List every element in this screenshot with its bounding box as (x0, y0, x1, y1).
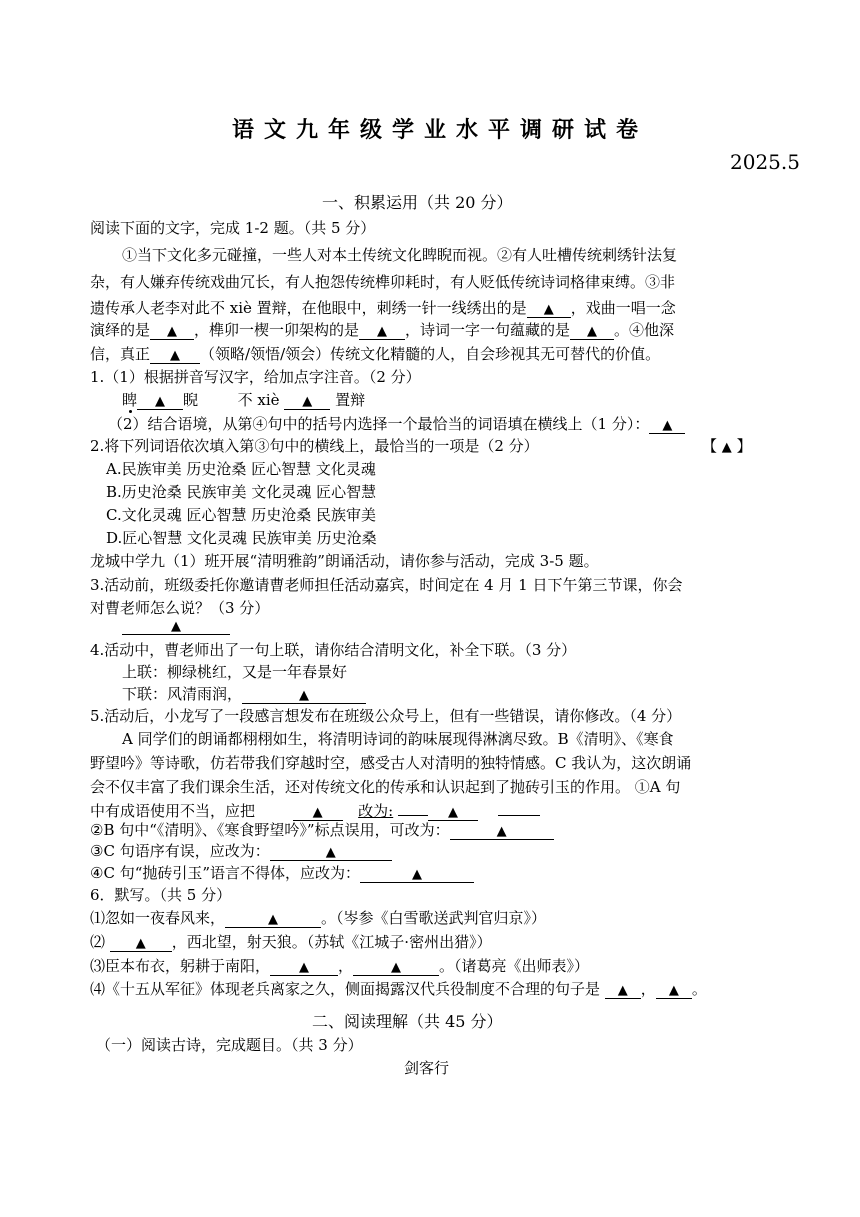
word-part: 置辩 (335, 391, 366, 409)
passage-text: 遗传承人老李对此不 xiè 置辩，在他眼中，刺绣一针一线绣出的是 (90, 299, 527, 317)
question-1-2 (108, 414, 685, 434)
passage-text: ，榫卯一楔一卯架构的是 (194, 321, 360, 339)
item-text: 中有成语使用不当，应把 (90, 802, 256, 820)
answer-blank[interactable] (110, 934, 172, 952)
answer-blank[interactable] (353, 958, 439, 976)
couplet-upper: 上联：柳绿桃红，又是一年春景好 (122, 663, 348, 681)
activity-intro: 龙城中学九（1）班开展“清明雅韵”朗诵活动，请你参与活动，完成 3-5 题。 (90, 552, 599, 570)
q6-item-3 (90, 956, 589, 976)
answer-marker: ▲ (412, 867, 423, 882)
passage-text: ，戏曲一唱一念 (570, 299, 676, 317)
item-text: 。（诸葛亮《出师表》） (439, 957, 590, 975)
couplet-text: 下联：风清雨润， (122, 685, 243, 703)
answer-blank[interactable] (270, 843, 392, 861)
question-6: 6．默写。（共 5 分） (90, 886, 232, 904)
exam-title: 语文九年级学业水平调研试卷 (232, 117, 649, 143)
q3-answer-line[interactable] (122, 615, 230, 635)
section2-heading: 二、阅读理解（共 45 分） (312, 1012, 503, 1031)
question-1: 1.（1）根据拼音写汉字，给加点字注音。（2 分） (90, 368, 421, 386)
answer-marker: ▲ (377, 324, 388, 339)
option-d: D.匠心智慧 文化灵魂 民族审美 历史沧桑 (106, 529, 377, 547)
couplet-lower (122, 684, 366, 704)
answer-marker: ▲ (325, 845, 336, 860)
answer-blank[interactable] (150, 322, 194, 340)
option-a: A.民族审美 历史沧桑 匠心智慧 文化灵魂 (106, 460, 376, 478)
item-text: ⑷《十五从军征》体现老兵离家之久，侧面揭露汉代兵役制度不合理的句子是 (90, 980, 601, 998)
answer-blank[interactable] (225, 910, 321, 928)
item-text: ⑵ (90, 933, 106, 951)
item-text: 。 (691, 980, 707, 998)
item-text: 。（岑参《白雪歌送武判官归京》） (321, 909, 547, 927)
section2-sub1: （一）阅读古诗，完成题目。（共 3 分） (96, 1036, 363, 1054)
item-text: 改为: (358, 802, 394, 820)
answer-marker: ▲ (496, 824, 507, 839)
answer-marker: ▲ (662, 418, 673, 433)
bracket: 】 (736, 437, 752, 455)
passage-text: 。④他深 (614, 321, 675, 339)
q1-pinyin-line (122, 390, 365, 410)
q6-item-4 (90, 979, 707, 999)
passage-text: ，诗词一字一句蕴藏的是 (405, 321, 571, 339)
option-c: C.文化灵魂 匠心智慧 历史沧桑 民族审美 (106, 506, 377, 524)
answer-marker: ▲ (302, 394, 313, 409)
question-text: （2）结合语境，从第④句中的括号内选择一个最恰当的词语填在横线上（1 分）： (108, 415, 650, 433)
answer-marker: ▲ (587, 324, 598, 339)
answer-blank[interactable] (450, 822, 554, 840)
answer-marker: ▲ (135, 936, 146, 951)
answer-blank[interactable] (656, 981, 692, 999)
answer-blank[interactable] (122, 617, 230, 635)
item-text: ⑴忽如一夜春风来， (90, 909, 226, 927)
answer-blank[interactable] (605, 981, 641, 999)
passage-line-5 (90, 344, 660, 364)
answer-marker: ▲ (721, 440, 732, 455)
answer-marker: ▲ (299, 960, 310, 975)
dotted-char: 睥 (122, 391, 138, 409)
bracket: 【 (702, 437, 718, 455)
q5-item-2 (90, 820, 554, 840)
q6-item-1 (90, 908, 546, 928)
item-text: ③C 句语序有误，应改为： (90, 842, 270, 860)
answer-blank[interactable] (428, 803, 478, 821)
q6-item-2 (90, 932, 492, 952)
word-part: 不 xiè (237, 391, 280, 409)
answer-marker: ▲ (391, 960, 402, 975)
exam-date: 2025.5 (730, 150, 800, 174)
passage-text: 信，真正 (90, 345, 151, 363)
answer-marker: ▲ (268, 912, 279, 927)
answer-marker: ▲ (171, 619, 181, 634)
answer-marker: ▲ (170, 348, 181, 363)
answer-marker: ▲ (155, 394, 166, 409)
q5-item-3 (90, 841, 392, 861)
passage-text: 演绎的是 (90, 321, 151, 339)
q5-item-1 (90, 798, 540, 821)
answer-blank[interactable] (649, 416, 685, 434)
word-part: 睨 (183, 391, 199, 409)
answer-blank[interactable] (242, 686, 366, 704)
answer-blank[interactable] (137, 392, 183, 410)
option-b: B.历史沧桑 民族审美 文化灵魂 匠心智慧 (106, 483, 377, 501)
poem-title: 剑客行 (404, 1059, 450, 1077)
q5-passage-3: 会不仅丰富了我们课余生活，还对传统文化的传承和认识起到了抛砖引玉的作用。 ①A 句 (90, 778, 681, 796)
answer-marker: ▲ (312, 805, 323, 820)
item-text: ， (338, 957, 354, 975)
answer-marker: ▲ (299, 688, 310, 703)
answer-blank[interactable] (270, 958, 338, 976)
answer-blank[interactable] (570, 322, 614, 340)
answer-marker: ▲ (543, 302, 554, 317)
item-text: ②B 句中“《清明》、《寒食野望吟》”标点误用，可改为： (90, 821, 450, 839)
question-2: 2.将下列词语依次填入第③句中的横线上，最恰当的一项是（2 分） (90, 437, 539, 455)
choice-answer-box[interactable] (702, 436, 752, 458)
reading-intro: 阅读下面的文字，完成 1-2 题。（共 5 分） (90, 219, 376, 237)
answer-marker: ▲ (668, 983, 679, 998)
item-text: ④C 句“抛砖引玉”语言不得体，应改为： (90, 864, 361, 882)
question-3-line-1: 3.活动前，班级委托你邀请曹老师担任活动嘉宾，时间定在 4 月 1 日下午第三节课，你会 (90, 576, 683, 594)
answer-blank[interactable] (360, 865, 474, 883)
passage-line-1: ①当下文化多元碰撞，一些人对本土传统文化睥睨而视。②有人吐槽传统刺绣针法复 (122, 246, 678, 264)
answer-blank[interactable] (293, 803, 343, 821)
passage-line-4 (90, 320, 674, 340)
answer-marker: ▲ (447, 805, 458, 820)
q5-passage-2: 野望吟》等诗歌，仿若带我们穿越时空，感受古人对清明的独特情感。C 我认为，这次朗诵 (90, 754, 692, 772)
answer-blank[interactable] (359, 322, 405, 340)
item-text: ，西北望，射天狼。（苏轼《江城子·密州出猎》） (171, 933, 492, 951)
item-text: ⑶臣本布衣，躬耕于南阳， (90, 957, 271, 975)
question-5: 5.活动后，小龙写了一段感言想发布在班级公众号上，但有一些错误，请你修改。（4 分） (90, 707, 682, 725)
passage-line-2: 杂，有人嫌弃传统戏曲冗长，有人抱怨传统榫卯耗时，有人贬低传统诗词格律束缚。③非 (90, 273, 676, 291)
answer-blank[interactable] (284, 392, 330, 410)
q5-passage-1: A 同学们的朗诵都栩栩如生，将清明诗词的韵味展现得淋漓尽致。B《清明》、《寒食 (122, 730, 674, 748)
answer-marker: ▲ (617, 983, 628, 998)
answer-marker: ▲ (167, 324, 178, 339)
question-4: 4.活动中，曹老师出了一句上联，请你结合清明文化，补全下联。（3 分） (90, 641, 577, 659)
question-3-line-2: 对曹老师怎么说？（3 分） (90, 599, 270, 617)
answer-blank[interactable] (150, 346, 200, 364)
passage-line-3 (90, 298, 676, 318)
item-text: ， (640, 980, 656, 998)
q5-item-4 (90, 863, 474, 883)
answer-blank[interactable] (527, 300, 571, 318)
passage-text: （领略/领悟/领会）传统文化精髓的人，自会珍视其无可替代的价值。 (200, 345, 661, 363)
answer-blank[interactable] (498, 798, 540, 816)
section1-heading: 一、积累运用（共 20 分） (322, 193, 513, 212)
